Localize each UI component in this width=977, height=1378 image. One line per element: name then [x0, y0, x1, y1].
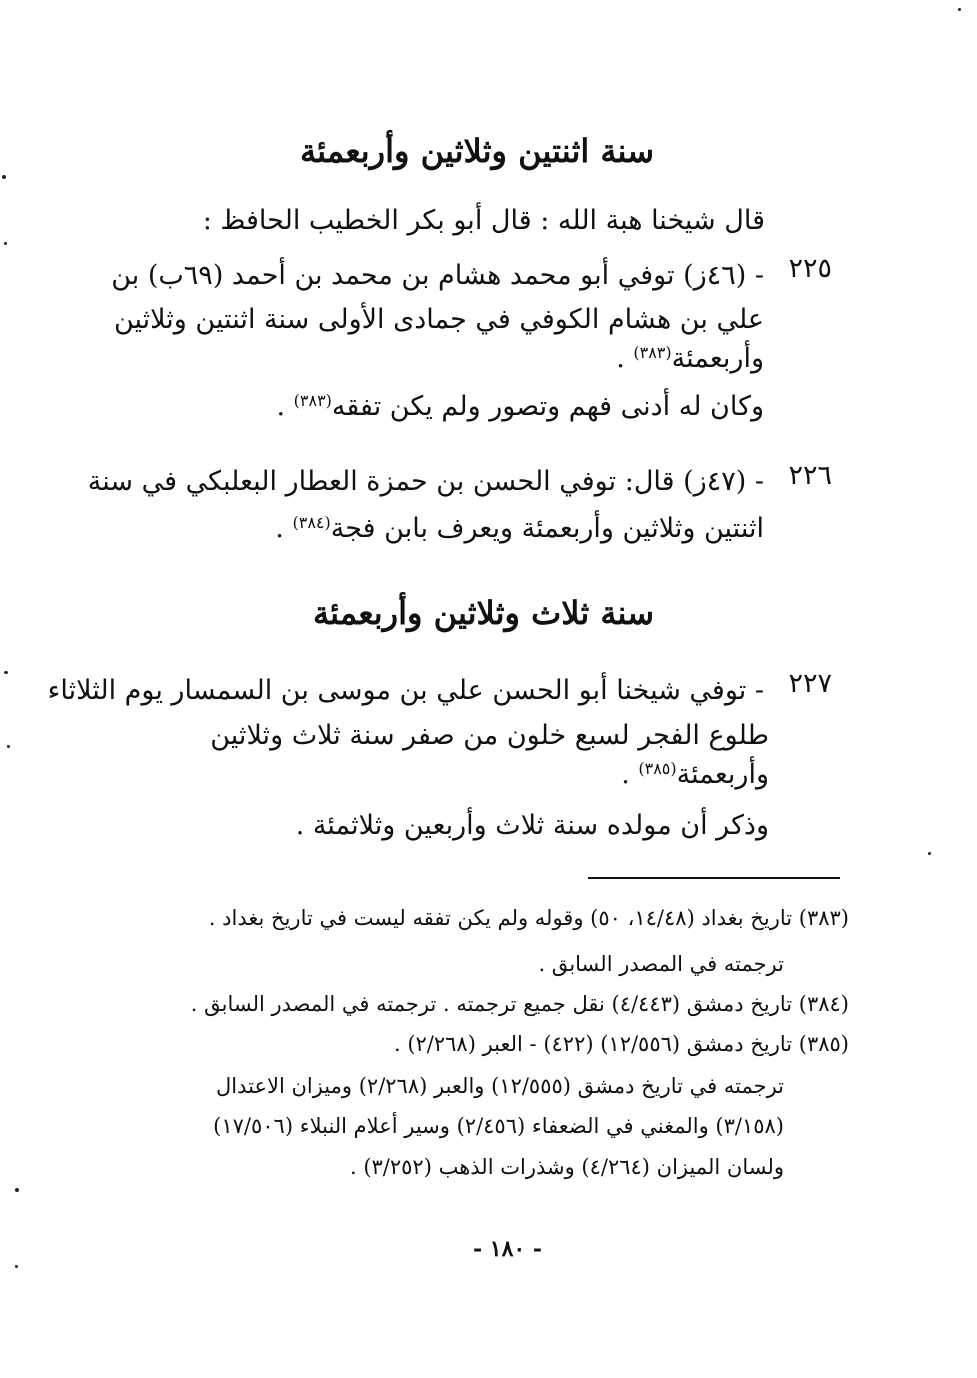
footnote-ref-383: (٣٨٣) — [633, 343, 672, 362]
entry-227-line-3-end: . — [621, 759, 639, 790]
entry-226-line-2-end: . — [275, 513, 293, 544]
section-heading-432: سنة اثنتين وثلاثين وأربعمئة — [300, 132, 654, 170]
footnote-385-cont-1: ترجمته في تاريخ دمشق (١٢/٥٥٥) والعبر (٢/٢٦٨) وميزان الاعتدال — [216, 1074, 784, 1098]
entry-225-line-4-end: . — [276, 391, 294, 422]
footnote-385: (٣٨٥) تاريخ دمشق (١٢/٥٥٦) (٤٢٢) - العبر (٢/٢٦٨) . — [393, 1032, 849, 1056]
footnote-383: (٣٨٣) تاريخ بغداد (١٤/٤٨، ٥٠) وقوله ولم يكن تفقه ليست في تاريخ بغداد . — [208, 906, 849, 930]
scan-speck — [4, 242, 7, 245]
page-number: - ١٨٠ - — [472, 1236, 542, 1262]
entry-225-line-4 — [276, 393, 764, 420]
entry-225-line-2: علي بن هشام الكوفي في جمادى الأولى سنة اثنتين وثلاثين — [113, 304, 764, 335]
entry-227-line-1: - توفي شيخنا أبو الحسن علي بن موسى بن السمسار يوم الثلاثاء — [47, 675, 764, 706]
footnote-384: (٣٨٤) تاريخ دمشق (٤/٤٤٣) نقل جميع ترجمته . ترجمته في المصدر السابق . — [190, 992, 849, 1016]
scan-speck — [2, 175, 6, 179]
footnote-separator — [588, 877, 840, 879]
entry-226-line-1: - (٤٧ز) قال: توفي الحسن بن حمزة العطار البعلبكي في سنة — [87, 466, 764, 497]
entry-226-line-2-text: اثنتين وثلاثين وأربعمئة ويعرف بابن فجة — [330, 513, 764, 544]
entry-number-226: ٢٢٦ — [788, 460, 832, 491]
entry-number-227: ٢٢٧ — [788, 668, 832, 699]
scan-speck — [928, 852, 931, 855]
entry-225-line-3-text: وأربعمئة — [671, 343, 764, 374]
entry-number-225: ٢٢٥ — [788, 253, 832, 284]
entry-225-line-3 — [616, 345, 764, 372]
entry-225-line-3-end: . — [616, 343, 634, 374]
section-heading-433: سنة ثلاث وثلاثين وأربعمئة — [313, 594, 654, 632]
scan-speck — [15, 1265, 18, 1268]
scan-speck — [4, 671, 8, 674]
scan-speck — [15, 1188, 19, 1192]
intro-line: قال شيخنا هبة الله : قال أبو بكر الخطيب الحافظ : — [202, 205, 765, 236]
scan-speck — [958, 8, 961, 11]
footnote-385-cont-2: (٣/١٥٨) والمغني في الضعفاء (٢/٤٥٦) وسير أعلام النبلاء (١٧/٥٠٦) — [213, 1114, 784, 1138]
footnote-ref-383b: (٣٨٣) — [293, 391, 332, 410]
footnote-ref-384: (٣٨٤) — [292, 513, 331, 532]
footnote-ref-385: (٣٨٥) — [638, 759, 677, 778]
scan-speck — [7, 745, 10, 748]
entry-226-line-2 — [275, 515, 764, 542]
footnote-383-cont: ترجمته في المصدر السابق . — [538, 952, 784, 976]
entry-227-line-3 — [621, 761, 769, 788]
entry-227-line-4: وذكر أن مولده سنة ثلاث وأربعين وثلاثمئة . — [295, 810, 769, 841]
entry-225-line-1: - (٤٦ز) توفي أبو محمد هشام بن محمد بن أحمد (٦٩ب) بن — [111, 260, 764, 291]
entry-227-line-2: طلوع الفجر لسبع خلون من صفر سنة ثلاث وثلاثين — [210, 720, 769, 751]
entry-225-line-4-text: وكان له أدنى فهم وتصور ولم يكن تفقه — [331, 391, 764, 422]
entry-227-line-3-text: وأربعمئة — [676, 759, 769, 790]
footnote-385-cont-3: ولسان الميزان (٤/٢٦٤) وشذرات الذهب (٣/٢٥٢) . — [349, 1155, 784, 1179]
